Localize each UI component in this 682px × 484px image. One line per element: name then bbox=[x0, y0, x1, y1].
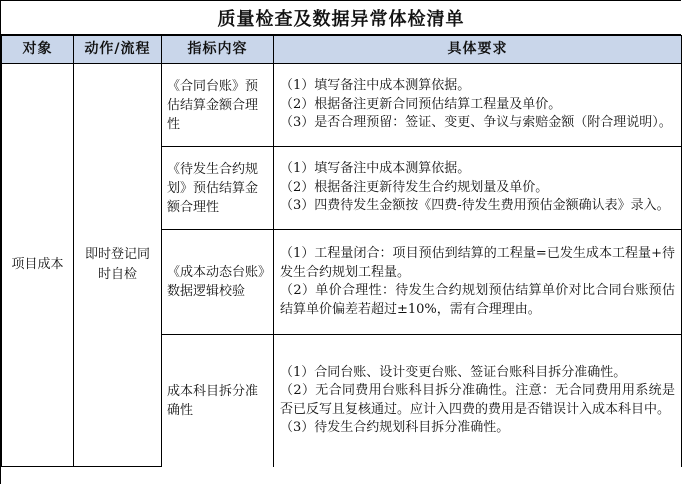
requirement-line: （3）是否合理预留：签证、变更、争议与索赔金额（附合理说明）。 bbox=[280, 115, 672, 131]
indicator-cell: 《合同台账》预估结算金额合理性 bbox=[162, 64, 274, 147]
requirement-line: （2）单价合理性：待发生合约规划预估结算单价对比合同台账预估结算单价偏差若超过±10%，需有合理理由。 bbox=[280, 283, 675, 317]
sheet-title: 质量检查及数据异常体检清单 bbox=[1, 0, 681, 35]
requirement-line: （1）填写备注中成本测算依据。 bbox=[280, 78, 471, 94]
requirement-cell bbox=[274, 335, 682, 467]
requirement-line: （2）无合同费用台账科目拆分准确性。注意：无合同费用用系统是否已反写且复核通过。应计入四费的费用是否错误计入成本科目中。 bbox=[280, 383, 675, 417]
requirement-line: （3）待发生合约规划科目拆分准确性。 bbox=[280, 420, 510, 436]
header-object: 对象 bbox=[2, 36, 74, 64]
requirement-line: （2）根据备注更新待发生合约规划量及单价。 bbox=[280, 179, 549, 195]
requirement-cell bbox=[274, 64, 682, 147]
requirement-line: （2）根据备注更新合同预估结算工程量及单价。 bbox=[280, 96, 562, 112]
checklist-table bbox=[1, 35, 682, 467]
indicator-cell: 《成本动态台账》数据逻辑校验 bbox=[162, 230, 274, 335]
table-row bbox=[2, 64, 682, 147]
requirement-line: （1）填写备注中成本测算依据。 bbox=[280, 161, 471, 177]
requirement-cell bbox=[274, 147, 682, 230]
indicator-cell: 成本科目拆分准确性 bbox=[162, 335, 274, 467]
header-requirement: 具体要求 bbox=[274, 36, 682, 64]
requirement-line: （1）合同台账、设计变更台账、签证台账科目拆分准确性。 bbox=[280, 364, 627, 380]
header-indicator: 指标内容 bbox=[162, 36, 274, 64]
requirement-cell bbox=[274, 230, 682, 335]
indicator-cell: 《待发生合约规划》预估结算金额合理性 bbox=[162, 147, 274, 230]
header-action: 动作/流程 bbox=[74, 36, 162, 64]
requirement-line: （1）工程量闭合：项目预估到结算的工程量=已发生成本工程量+待发生合约规划工程量。 bbox=[280, 246, 675, 280]
header-row bbox=[2, 36, 682, 64]
action-cell: 即时登记同时自检 bbox=[74, 64, 162, 467]
object-cell: 项目成本 bbox=[2, 64, 74, 467]
requirement-line: （3）四费待发生金额按《四费-待发生费用预估金额确认表》录入。 bbox=[280, 198, 670, 214]
